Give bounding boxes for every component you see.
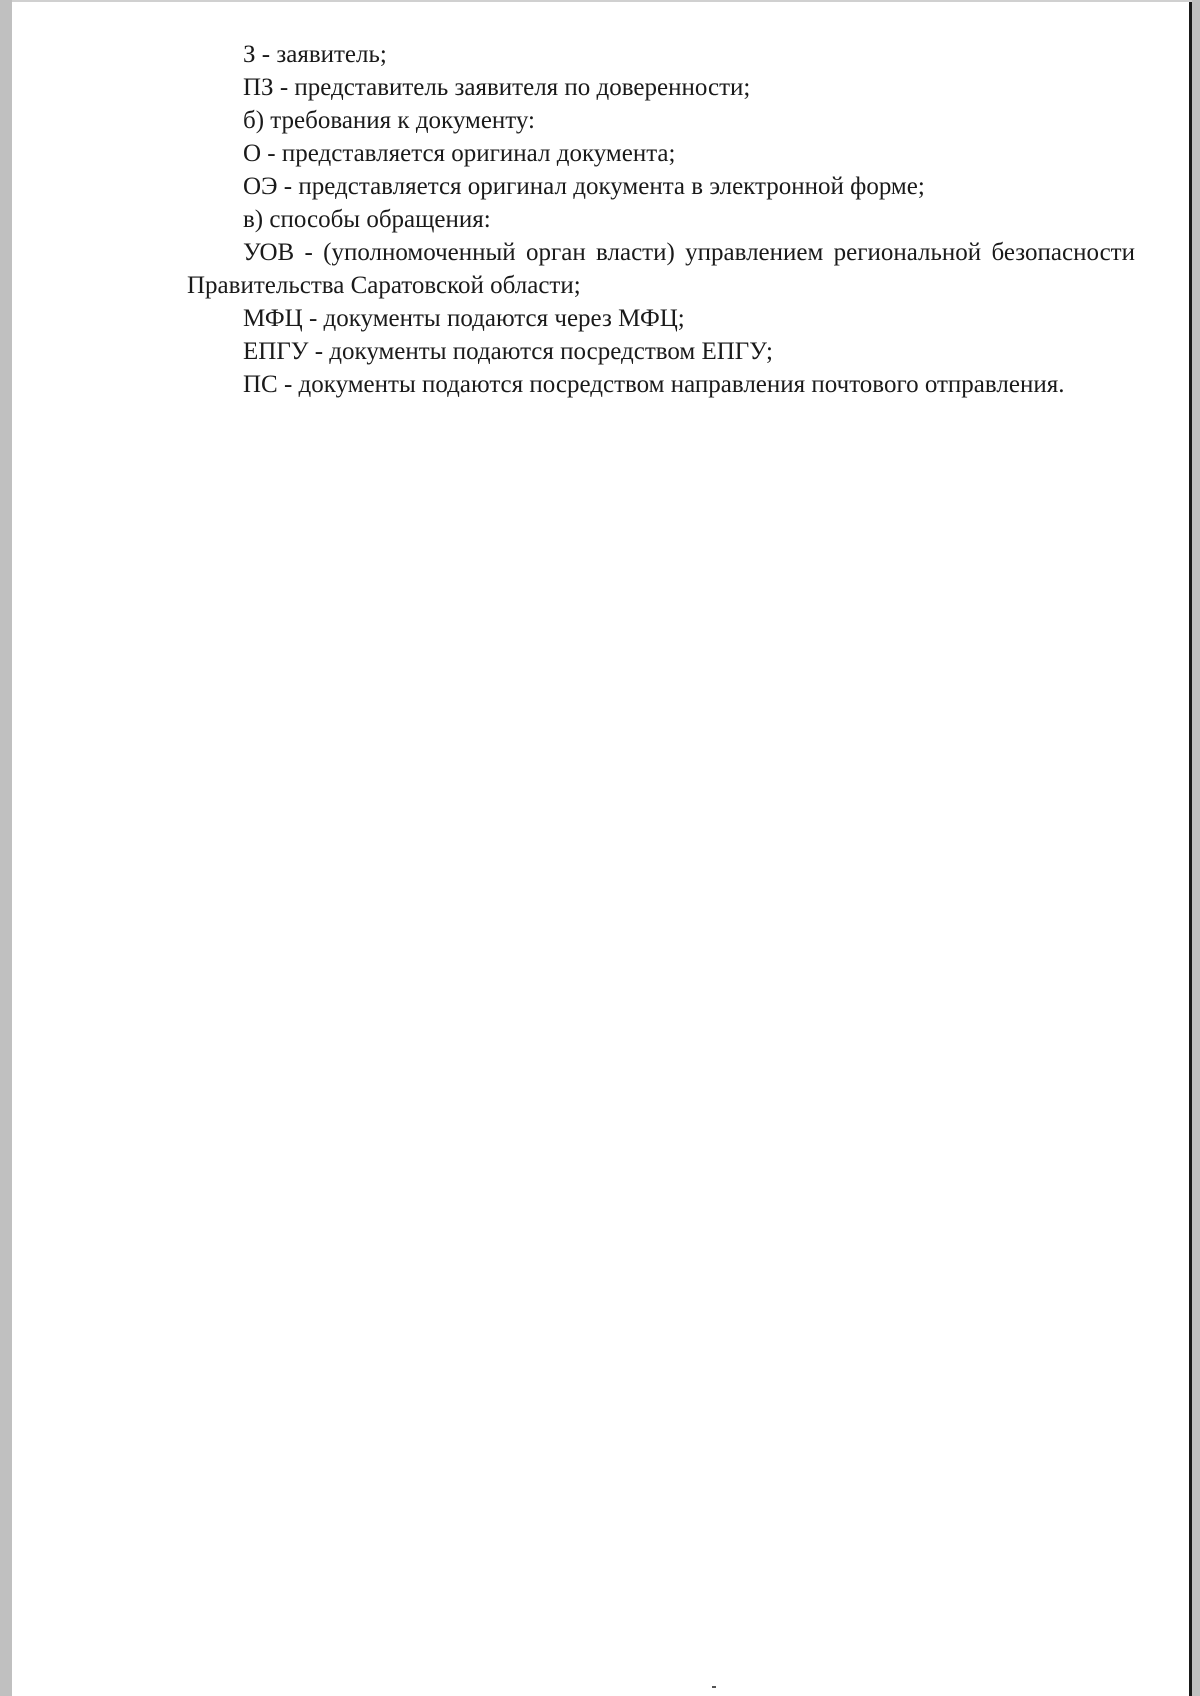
viewer-left-margin (0, 0, 12, 1696)
paragraph-original-electronic: ОЭ - представляется оригинал документа в электронной форме; (243, 173, 925, 200)
paragraph-methods-heading: в) способы обращения: (243, 206, 491, 233)
paragraph-ps: ПС - документы подаются посредством направления почтового отправления. (243, 371, 1065, 398)
paragraph-epgu: ЕПГУ - документы подаются посредством ЕПГУ; (243, 338, 773, 365)
paragraph-representative: ПЗ - представитель заявителя по доверенности; (243, 74, 751, 101)
paragraph-applicant: З - заявитель; (243, 41, 387, 68)
page-top-edge (12, 0, 1192, 2)
paragraph-uov: УОВ - (уполномоченный орган власти) управлением региональной безопасности Правительства Саратовской области; (187, 239, 1135, 299)
viewer-right-margin (1192, 0, 1200, 1696)
paragraph-original: О - представляется оригинал документа; (243, 140, 676, 167)
document-text (187, 38, 1135, 401)
paragraph-mfc: МФЦ - документы подаются через МФЦ; (243, 305, 685, 332)
page-footer-mark (712, 1686, 716, 1688)
paragraph-requirements-heading: б) требования к документу: (243, 107, 536, 134)
